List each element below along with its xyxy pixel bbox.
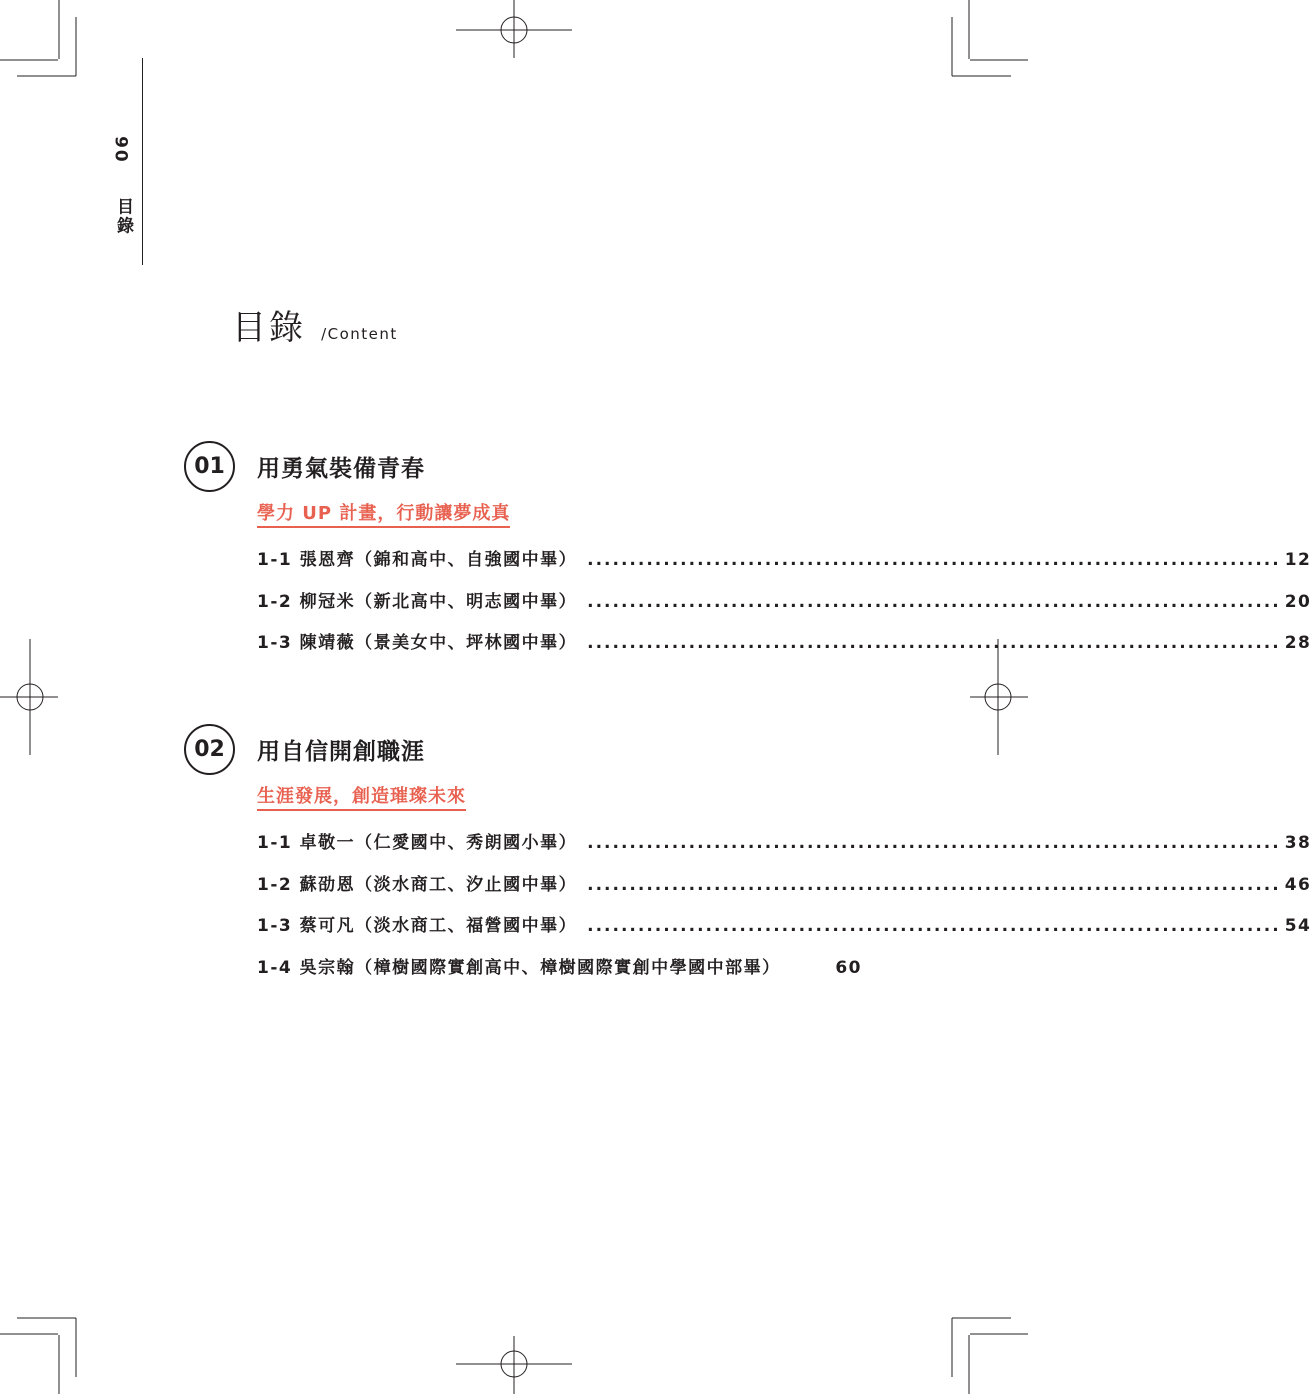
toc-entry-page: 38 bbox=[1284, 833, 1311, 853]
side-divider bbox=[142, 58, 143, 265]
section-subtitle: 生涯發展，創造璀璨未來 bbox=[257, 782, 466, 811]
toc-entry-page: 46 bbox=[1284, 875, 1311, 895]
section-heading: 用自信開創職涯 bbox=[257, 739, 425, 765]
section-number-badge: 02 bbox=[184, 724, 235, 775]
dot-leader: .................................................................................. bbox=[587, 633, 1281, 653]
crop-mark-top-left bbox=[0, 0, 76, 76]
toc-entry[interactable] bbox=[257, 870, 1311, 896]
toc-entry-page: 54 bbox=[1284, 916, 1311, 936]
registration-mark-top bbox=[456, 0, 572, 58]
toc-entry-label: 1-3 陳靖薇（景美女中、坪林國中畢） bbox=[257, 633, 578, 653]
side-section-label: 目錄 bbox=[113, 197, 133, 236]
toc-entry[interactable] bbox=[257, 828, 1311, 854]
toc-entry[interactable] bbox=[257, 587, 1311, 613]
toc-entry[interactable] bbox=[257, 953, 862, 979]
dot-leader: .................................................................................. bbox=[587, 592, 1281, 612]
registration-mark-right bbox=[970, 639, 1028, 755]
toc-entry[interactable] bbox=[257, 545, 1311, 571]
dot-leader: .................................................................................. bbox=[587, 875, 1281, 895]
toc-entry-page: 20 bbox=[1284, 592, 1311, 612]
toc-entry-label: 1-1 卓敬一（仁愛國中、秀朗國小畢） bbox=[257, 833, 578, 853]
toc-entry[interactable] bbox=[257, 911, 1311, 937]
crop-mark-bottom-right bbox=[952, 1318, 1028, 1394]
toc-entry-label: 1-4 吳宗翰（樟樹國際實創高中、樟樹國際實創中學國中部畢） bbox=[257, 958, 781, 978]
toc-entry-label: 1-3 蔡可凡（淡水商工、福營國中畢） bbox=[257, 916, 578, 936]
registration-mark-left bbox=[0, 639, 58, 755]
toc-entry-page: 28 bbox=[1284, 633, 1311, 653]
dot-leader: .................................................................................. bbox=[587, 833, 1281, 853]
toc-entry-label: 1-2 蘇劭恩（淡水商工、汐止國中畢） bbox=[257, 875, 578, 895]
crop-mark-top-right bbox=[952, 0, 1028, 76]
page-title-sub: /Content bbox=[321, 325, 398, 343]
toc-entry-label: 1-2 柳冠米（新北高中、明志國中畢） bbox=[257, 592, 578, 612]
side-tab bbox=[106, 134, 136, 236]
dot-leader: .................................................................................. bbox=[587, 550, 1281, 570]
section-number-badge: 01 bbox=[184, 441, 235, 492]
section-heading: 用勇氣裝備青春 bbox=[257, 456, 425, 482]
page-title bbox=[232, 300, 398, 349]
toc-entry-label: 1-1 張恩齊（錦和高中、自強國中畢） bbox=[257, 550, 578, 570]
section-subtitle: 學力 UP 計畫，行動讓夢成真 bbox=[257, 499, 510, 528]
page-title-main: 目錄 bbox=[232, 308, 306, 348]
dot-leader: .................................................................................. bbox=[587, 916, 1281, 936]
toc-entry-page: 12 bbox=[1284, 550, 1311, 570]
registration-mark-bottom bbox=[456, 1336, 572, 1394]
toc-entry[interactable] bbox=[257, 628, 1311, 654]
toc-entry-page: 60 bbox=[835, 958, 862, 978]
side-page-number: 06 bbox=[113, 134, 133, 162]
crop-mark-bottom-left bbox=[0, 1318, 76, 1394]
